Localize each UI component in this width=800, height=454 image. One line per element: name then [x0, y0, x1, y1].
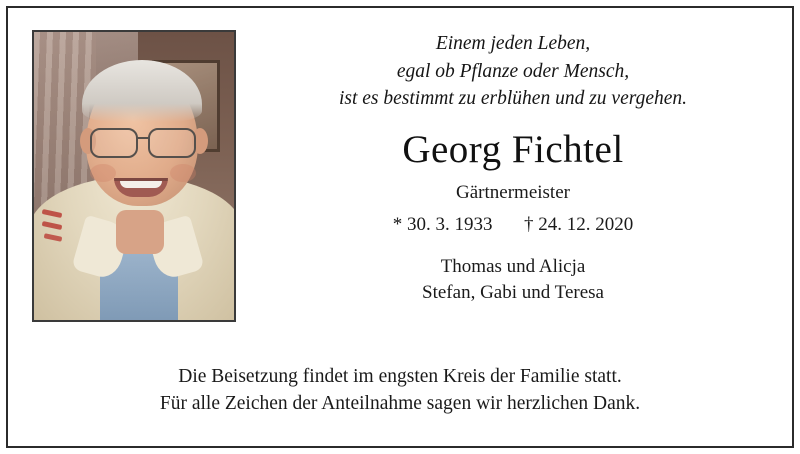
survivors-line-1: Thomas und Alicja [440, 255, 586, 277]
obituary-text-block [256, 30, 770, 306]
survivors-list [256, 254, 770, 306]
closing-notice [26, 363, 774, 418]
closing-line-2: Für alle Zeichen der Anteilnahme sagen wir herzlichen Dank. [159, 393, 641, 415]
life-dates [256, 214, 770, 236]
memorial-verse [256, 30, 770, 113]
memorial-verse-line-2: egal ob Pflanze oder Mensch, [396, 60, 630, 82]
deceased-profession: Gärtnermeister [456, 181, 570, 203]
photo-canvas [34, 32, 234, 320]
deceased-name: Georg Fichtel [402, 128, 624, 172]
notice-content [8, 8, 792, 446]
photo-glasses-lens-right [148, 128, 196, 158]
survivors-line-2: Stefan, Gabi und Teresa [422, 282, 604, 304]
birth-date: * 30. 3. 1933 [392, 213, 493, 235]
photo-teeth [120, 181, 162, 188]
death-date: † 24. 12. 2020 [524, 213, 634, 235]
photo-cheek-left [90, 164, 116, 182]
photo-glasses [88, 128, 198, 154]
memorial-verse-line-3: ist es bestimmt zu erblühen und zu vergehen. [338, 88, 688, 110]
photo-glasses-lens-left [90, 128, 138, 158]
memorial-verse-line-1: Einem jeden Leben, [435, 33, 591, 54]
photo-neck [116, 210, 164, 254]
closing-line-1: Die Beisetzung findet im engsten Kreis der Familie statt. [178, 365, 622, 387]
photo-cheek-right [170, 164, 196, 182]
portrait-photo [32, 30, 236, 322]
